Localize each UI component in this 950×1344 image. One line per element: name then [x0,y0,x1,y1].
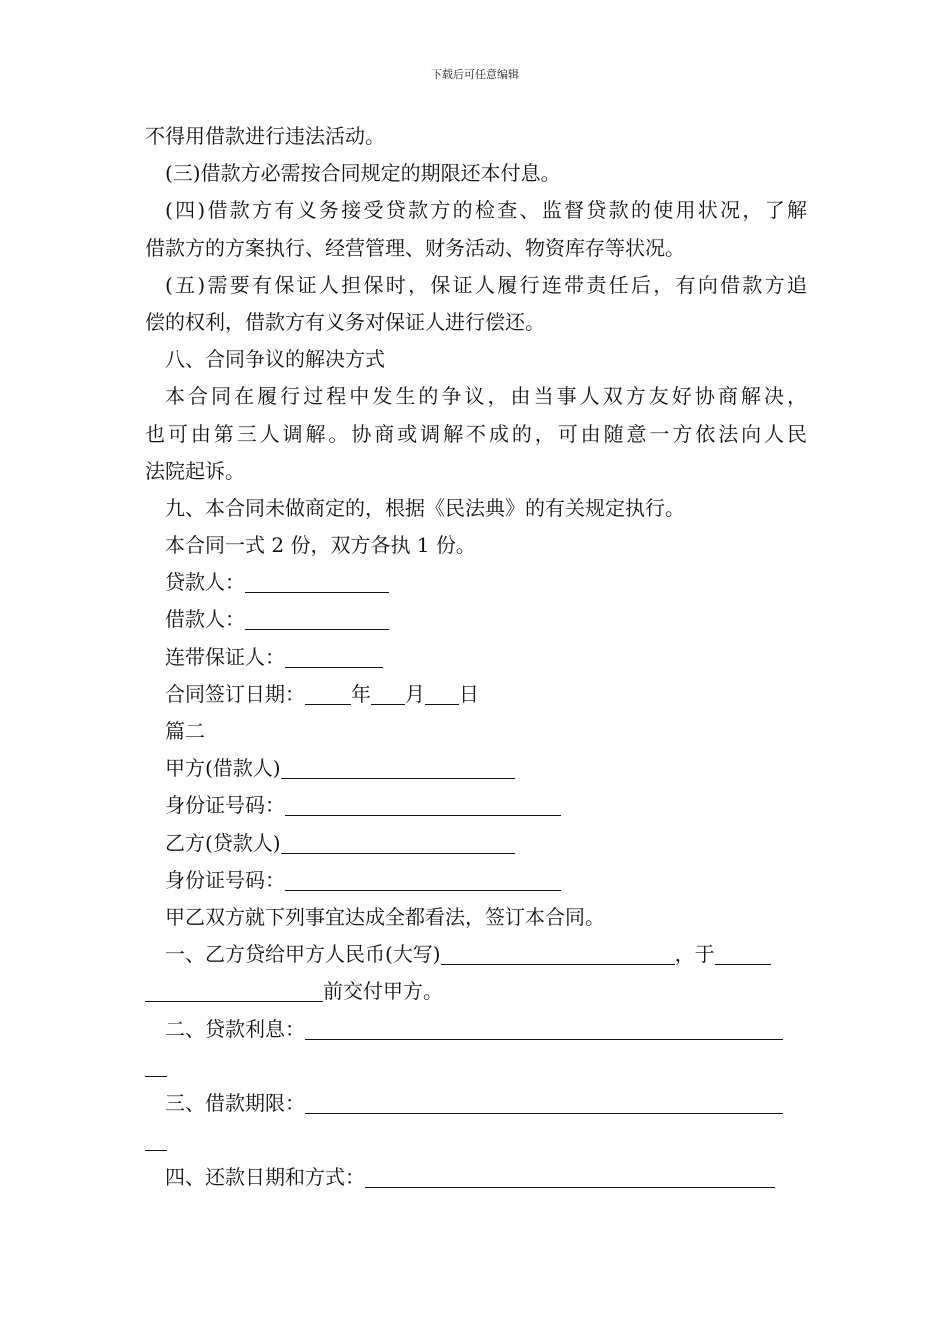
text-line: 偿的权利，借款方有义务对保证人进行偿还。 [145,309,545,334]
text-line: 本合同一式 2 份，双方各执 1 份。 [165,533,476,558]
section-heading: 八、合同争议的解决方式 [165,347,385,372]
repayment-blank[interactable] [365,1163,775,1188]
id-b-row [145,862,807,899]
id-b-label: 身份证号码： [165,867,285,892]
text-line: (五)需要有保证人担保时，保证人履行连带责任后，有向借款方追 [165,272,807,297]
item2-row [145,1011,807,1048]
borrower-signature-row [145,601,807,638]
sign-date-row [145,676,807,713]
lender-signature-row [145,564,807,601]
item1-mid: ，于 [674,942,715,967]
item2-continuation [145,1048,807,1085]
party-b-row [145,825,807,862]
item2-label: 二、贷款利息： [165,1016,305,1041]
text-line: 九、本合同未做商定的，根据《民法典》的有关规定执行。 [165,495,685,520]
term-blank-cont[interactable] [145,1126,167,1151]
borrower-blank[interactable] [245,605,389,630]
day-blank[interactable] [425,680,459,705]
item3-row [145,1085,807,1122]
item4-row [145,1159,807,1196]
guarantor-label: 连带保证人： [165,644,285,669]
item4-label: 四、还款日期和方式： [165,1165,365,1190]
text-line: 本合同在履行过程中发生的争议，由当事人双方友好协商解决， [165,384,807,409]
borrower-label: 借款人： [165,607,245,632]
text-line: 法院起诉。 [145,458,245,483]
text-line: 借款方的方案执行、经营管理、财务活动、物资库存等状况。 [145,235,685,260]
month-blank[interactable] [371,680,405,705]
sign-date-label: 合同签订日期： [165,681,305,706]
id-a-label: 身份证号码： [165,793,285,818]
document-body [145,118,807,1196]
date-blank-cont[interactable] [145,977,323,1002]
text-line: 也可由第三人调解。协商或调解不成的，可由随意一方依法向人民 [145,421,807,446]
interest-blank-cont[interactable] [145,1052,167,1077]
term-blank[interactable] [305,1089,783,1114]
item1-row [145,936,807,973]
party-b-blank[interactable] [281,829,515,854]
agreement-intro: 甲乙双方就下列事宜达成全都看法，签订本合同。 [165,904,605,929]
party-a-row [145,750,807,787]
lender-label: 贷款人： [165,570,245,595]
lender-blank[interactable] [245,568,389,593]
id-a-blank[interactable] [285,791,561,816]
item1-prefix: 一、乙方贷给甲方人民币(大写) [165,942,441,967]
id-b-blank[interactable] [285,866,561,891]
month-label: 月 [405,681,425,706]
page-header: 下载后可任意编辑 [431,68,519,81]
party-a-blank[interactable] [281,754,515,779]
party-b-label: 乙方(贷款人) [165,830,281,855]
id-a-row [145,787,807,824]
date-blank-start[interactable] [715,940,771,965]
item1-continuation [145,973,807,1010]
year-label: 年 [351,681,371,706]
text-line: 不得用借款进行违法活动。 [145,124,385,148]
party-a-label: 甲方(借款人) [165,756,281,781]
text-line: (四)借款方有义务接受贷款方的检查、监督贷款的使用状况，了解 [165,198,807,223]
item1-suffix: 前交付甲方。 [323,979,443,1004]
text-line: (三)借款方必需按合同规定的期限还本付息。 [165,161,561,186]
year-blank[interactable] [305,680,351,705]
amount-blank[interactable] [441,940,675,965]
day-label: 日 [459,681,479,706]
item3-continuation [145,1122,807,1159]
item3-label: 三、借款期限： [165,1090,305,1115]
guarantor-signature-row [145,639,807,676]
interest-blank[interactable] [305,1015,783,1040]
guarantor-blank[interactable] [285,643,383,668]
section2-title: 篇二 [165,719,205,743]
